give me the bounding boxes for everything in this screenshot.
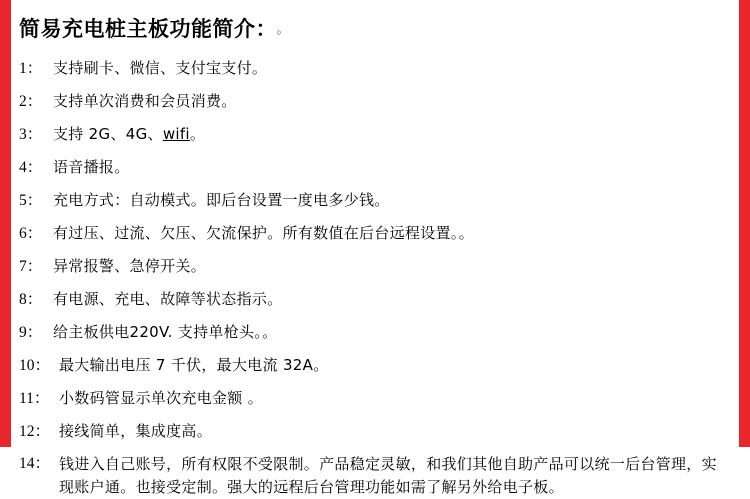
left-red-border [0,0,11,447]
list-item-text: 有电源、充电、故障等状态指示。 [53,290,283,308]
page-title [19,14,729,45]
list-item-text-after: 。 [189,125,206,143]
list-item [19,90,729,113]
page-title-tail: 。 [276,22,291,37]
list-item-number: 4： [19,159,43,176]
list-item-number: 6： [19,225,43,242]
list-item-number: 7： [19,258,43,275]
list-item-text: 给主板供电220V. 支持单枪头。。 [53,323,278,341]
list-item-text: 支持刷卡、微信、支付宝支付。 [53,59,268,77]
list-item-text: 充电方式：自动模式。即后台设置一度电多少钱。 [53,191,390,209]
document-content [11,0,739,496]
list-item-number: 3： [19,126,43,143]
list-item-text-underlined: wifi [162,125,190,143]
list-item [19,354,729,377]
list-item [19,420,729,443]
list-item [19,57,729,80]
list-item-number: 1： [19,60,43,77]
list-item-number: 8： [19,291,43,308]
list-item-text: 有过压、过流、欠压、欠流保护。所有数值在后台远程设置。。 [53,224,474,242]
list-item [19,387,729,410]
list-item-number: 10： [19,357,51,374]
list-item [19,123,729,146]
list-item-text: 支持单次消费和会员消费。 [53,92,237,110]
list-item [19,189,729,212]
list-item-text: 最大输出电压 7 千伏，最大电流 32A。 [59,356,329,374]
list-item-text: 异常报警、急停开关。 [53,257,207,275]
page-title-text: 简易充电桩主板功能简介： [19,17,267,41]
list-item-text-before: 支持 2G、4G、 [53,125,163,143]
list-item-text: 接线简单，集成度高。 [59,422,213,440]
list-item [19,222,729,245]
list-item [19,288,729,311]
list-item-number: 5： [19,192,43,209]
list-item [19,321,729,344]
list-item-number: 11： [19,390,50,407]
list-item-text [53,123,205,145]
list-item-text: 钱进入自己账号，所有权限不受限制。产品稳定灵敏，和我们其他自助产品可以统一后台管理，实现账户通。也接受定制。强大的远程后台管理功能如需了解另外给电子板。 [59,455,717,496]
list-item [19,255,729,278]
right-red-border [739,0,750,447]
list-item-number: 9： [19,324,43,341]
list-item-number: 12： [19,423,51,440]
list-item-number: 14： [19,455,51,472]
list-item [19,453,729,499]
list-item [19,156,729,179]
list-item-text: 语音播报。 [53,158,130,176]
list-item-text: 小数码管显示单次充电金额 。 [59,389,263,407]
list-item-number: 2： [19,93,43,110]
